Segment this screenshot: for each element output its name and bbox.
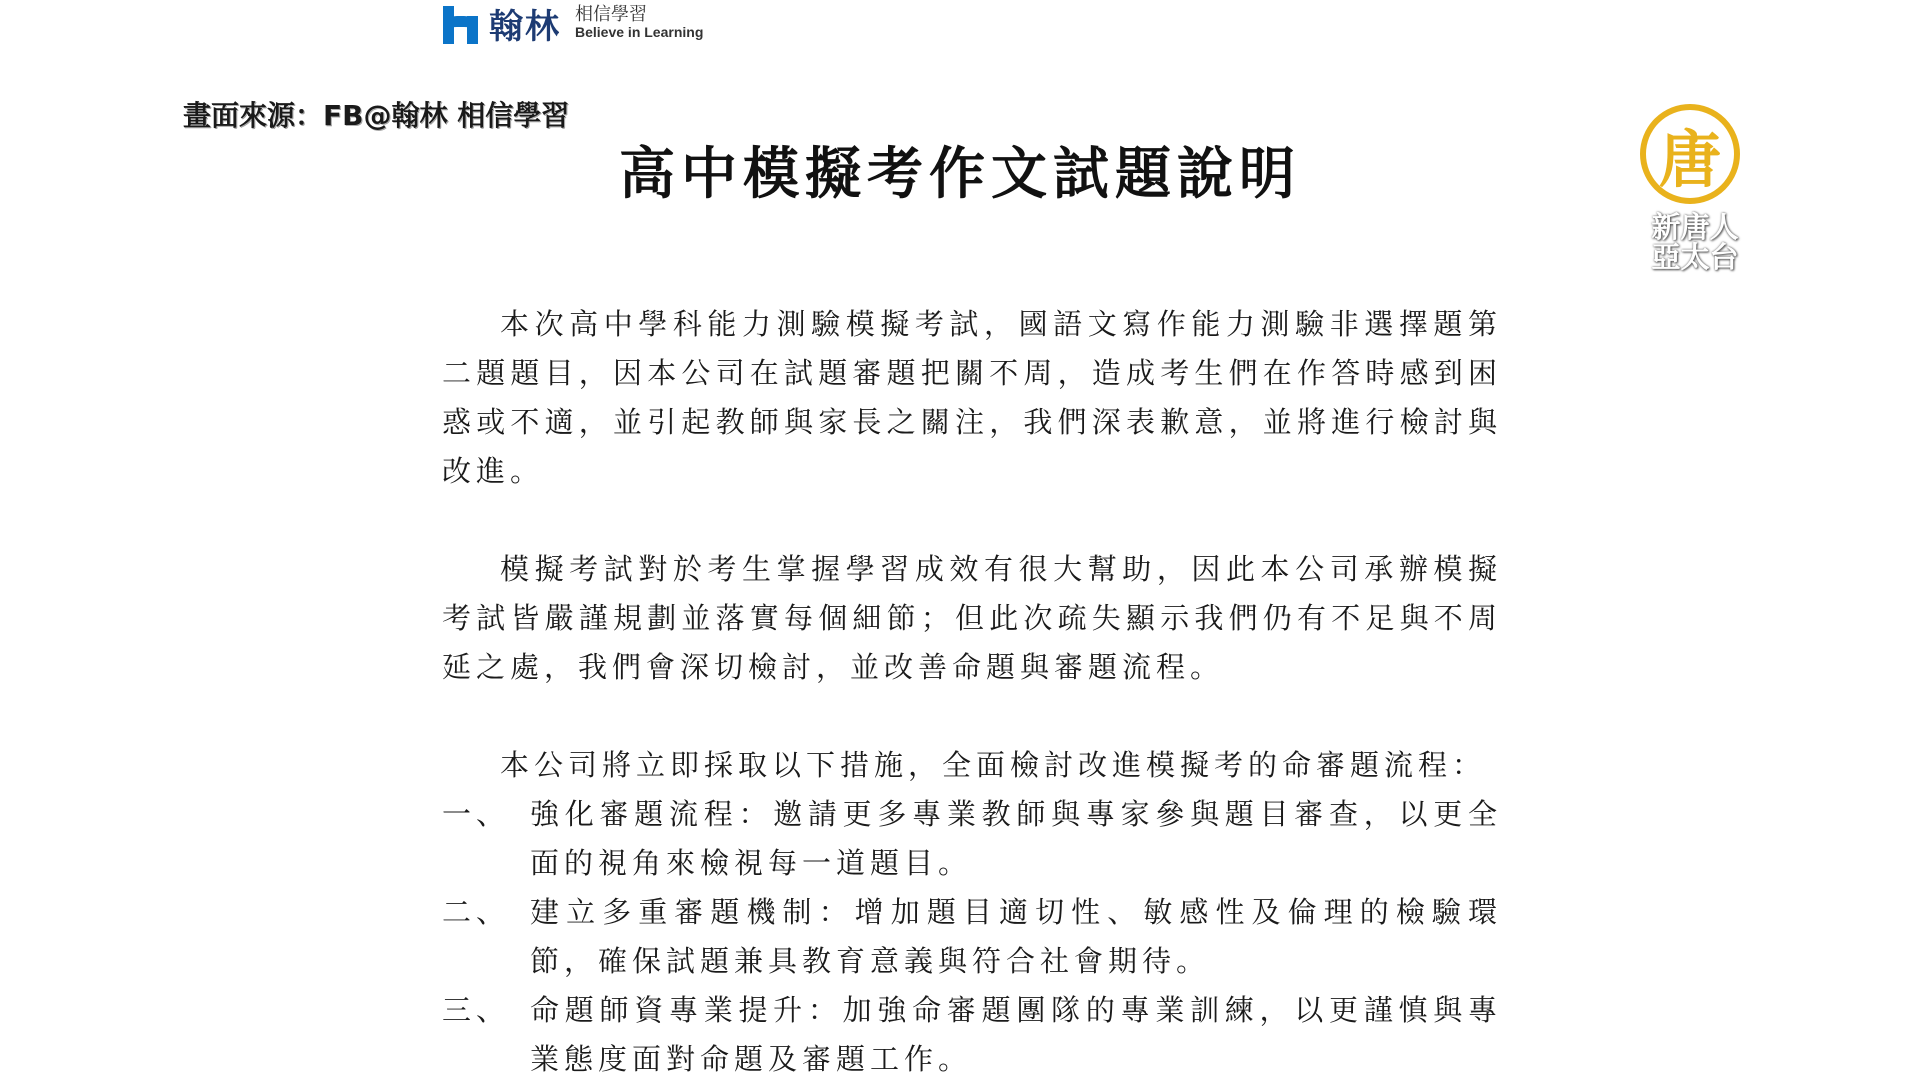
- document-body: [442, 300, 1502, 1084]
- hanlin-logo: [443, 0, 703, 46]
- measure-number: 一、: [442, 797, 511, 831]
- ntd-tang-seal-icon: 唐: [1640, 104, 1740, 204]
- logo-name: 翰林: [489, 6, 561, 47]
- measure-item: [442, 888, 1502, 986]
- measures-intro: 本公司將立即採取以下措施，全面檢討改進模擬考的命審題流程：: [500, 748, 1487, 782]
- measure-item: [442, 986, 1502, 1084]
- measure-text: 建立多重審題機制：增加題目適切性、敏感性及倫理的檢驗環節，確保試題兼具教育意義與符合社會期待。: [530, 895, 1502, 978]
- ntd-watermark-text: [1630, 212, 1760, 272]
- logo-tagline-zh: 相信學習: [575, 4, 647, 25]
- document-title: 高中模擬考作文試題說明: [619, 142, 1301, 207]
- measure-text: 強化審題流程：邀請更多專業教師與專家參與題目審查，以更全面的視角來檢視每一道題目。: [530, 797, 1502, 880]
- logo-tagline: [575, 5, 703, 40]
- hanlin-h-icon: [443, 2, 483, 44]
- logo-tagline-en: Believe in Learning: [575, 24, 704, 41]
- measure-text: 命題師資專業提升：加強命審題團隊的專業訓練，以更謹慎與專業態度面對命題及審題工作。: [530, 993, 1502, 1076]
- measure-item: [442, 790, 1502, 888]
- ntd-watermark-line2: 亞太台: [1651, 240, 1739, 274]
- source-caption: 畫面來源：FB@翰林 相信學習: [183, 99, 570, 132]
- paragraph-1: 本次高中學科能力測驗模擬考試，國語文寫作能力測驗非選擇題第二題題目，因本公司在試題審題把關不周，造成考生們在作答時感到困惑或不適，並引起教師與家長之關注，我們深表歉意，並將進行檢討與改進。: [442, 307, 1502, 488]
- ntd-watermark-line1: 新唐人: [1651, 210, 1739, 244]
- ntd-watermark: [1630, 104, 1760, 284]
- measure-number: 三、: [442, 993, 511, 1027]
- measure-number: 二、: [442, 895, 511, 929]
- paragraph-2: 模擬考試對於考生掌握學習成效有很大幫助，因此本公司承辦模擬考試皆嚴謹規劃並落實每個細節；但此次疏失顯示我們仍有不足與不周延之處，我們會深切檢討，並改善命題與審題流程。: [442, 552, 1502, 684]
